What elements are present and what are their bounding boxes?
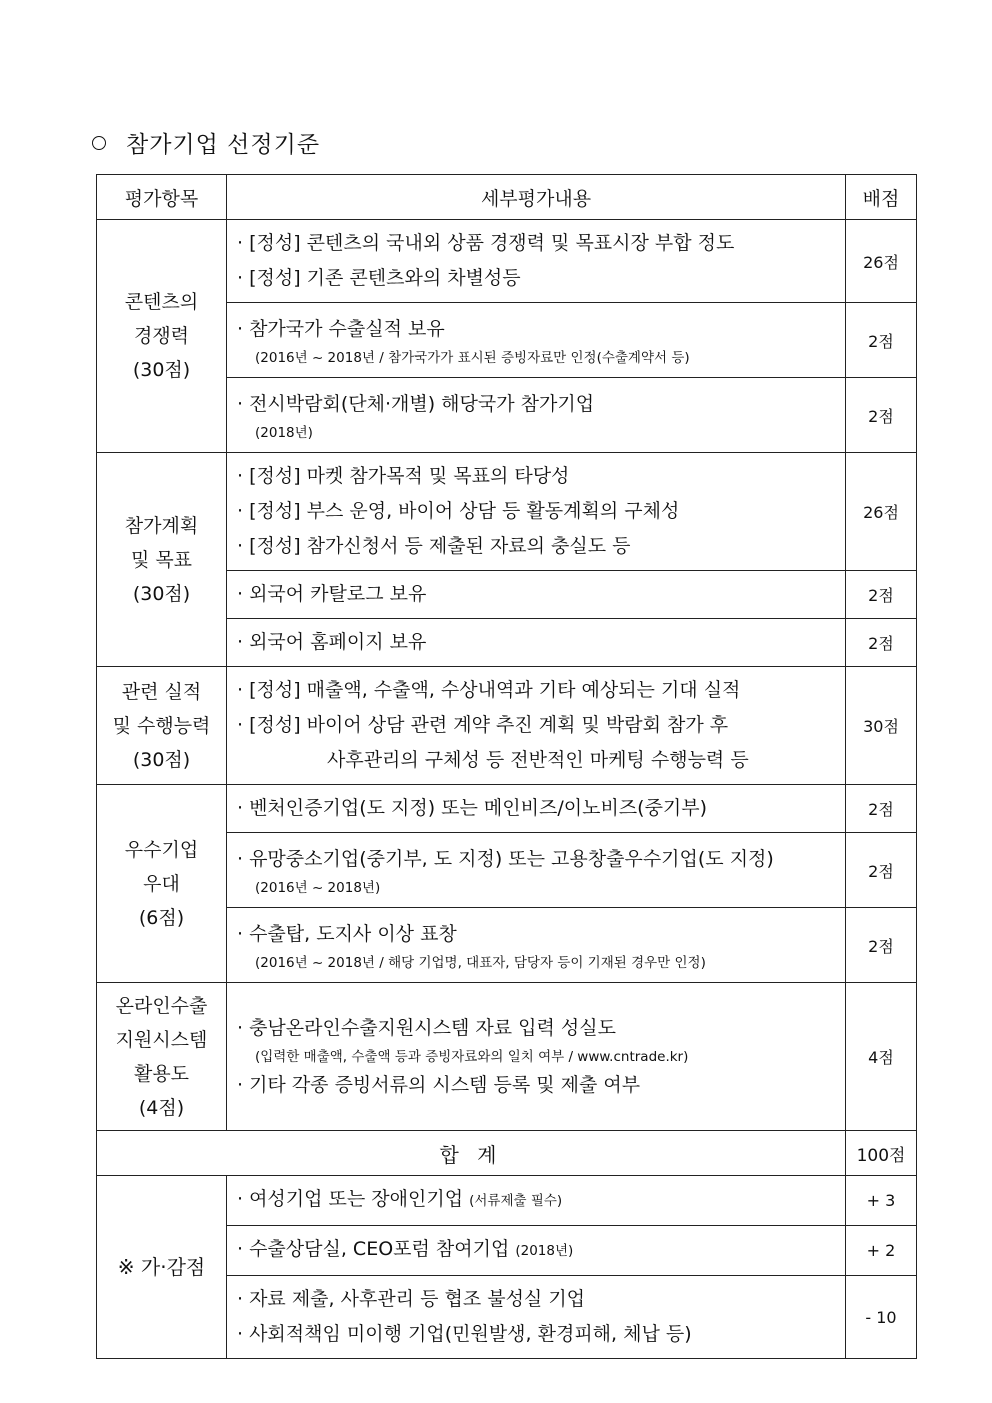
detail-cell: · 여성기업 또는 장애인기업 (서류제출 필수): [227, 1176, 846, 1226]
score-cell: 26점: [846, 220, 917, 303]
header-category: 평가항목: [97, 175, 227, 220]
circle-bullet-icon: [92, 136, 106, 150]
adjust-category-cell: ※ 가·감점: [97, 1176, 227, 1359]
table-header-row: [97, 175, 917, 220]
score-cell: 2점: [846, 378, 917, 453]
score-cell: 2점: [846, 619, 917, 667]
category-cell: 우수기업 우대 (6점): [97, 785, 227, 983]
section-heading: [92, 126, 320, 159]
category-cell: 온라인수출 지원시스템 활용도 (4점): [97, 983, 227, 1131]
criteria-table: [96, 174, 917, 1359]
detail-cell: · 자료 제출, 사후관리 등 협조 불성실 기업 · 사회적책임 미이행 기업(민원발생, 환경피해, 체납 등): [227, 1276, 846, 1359]
score-cell: + 3: [846, 1176, 917, 1226]
heading-text: 참가기업 선정기준: [126, 132, 321, 158]
score-cell: 26점: [846, 453, 917, 571]
category-cell: 콘텐츠의 경쟁력 (30점): [97, 220, 227, 453]
detail-cell: · 충남온라인수출지원시스템 자료 입력 성실도 (입력한 매출액, 수출액 등과 증빙자료와의 일치 여부 / www.cntrade.kr) · 기타 각종 증빙서류의 시스템 등록 및 제출 여부: [227, 983, 846, 1131]
score-cell: 2점: [846, 833, 917, 908]
table-row: [97, 785, 917, 833]
table-row: [97, 667, 917, 785]
detail-cell: · 외국어 홈페이지 보유: [227, 619, 846, 667]
category-cell: 참가계획 및 목표 (30점): [97, 453, 227, 667]
header-score: 배점: [846, 175, 917, 220]
detail-cell: · [정성] 콘텐츠의 국내외 상품 경쟁력 및 목표시장 부합 정도 · [정성] 기존 콘텐츠와의 차별성등: [227, 220, 846, 303]
table-row: [97, 220, 917, 303]
score-cell: + 2: [846, 1226, 917, 1276]
score-cell: 4점: [846, 983, 917, 1131]
total-label: 합 계: [97, 1131, 846, 1176]
table-row: [97, 1176, 917, 1226]
score-cell: 30점: [846, 667, 917, 785]
detail-cell: · [정성] 마켓 참가목적 및 목표의 타당성 · [정성] 부스 운영, 바이어 상담 등 활동계획의 구체성 · [정성] 참가신청서 등 제출된 자료의 충실도 등: [227, 453, 846, 571]
table-row: [97, 983, 917, 1131]
category-cell: 관련 실적 및 수행능력 (30점): [97, 667, 227, 785]
detail-cell: · 수출탑, 도지사 이상 표창 (2016년 ~ 2018년 / 해당 기업명, 대표자, 담당자 등이 기재된 경우만 인정): [227, 908, 846, 983]
table-row: [97, 453, 917, 571]
total-row: [97, 1131, 917, 1176]
detail-cell: · 외국어 카탈로그 보유: [227, 571, 846, 619]
header-detail: 세부평가내용: [227, 175, 846, 220]
detail-cell: · [정성] 매출액, 수출액, 수상내역과 기타 예상되는 기대 실적 · [정성] 바이어 상담 관련 계약 추진 계획 및 박람회 참가 후 사후관리의 구체성 등 전반적인 마케팅 수행능력 등: [227, 667, 846, 785]
score-cell: - 10: [846, 1276, 917, 1359]
score-cell: 2점: [846, 571, 917, 619]
total-score: 100점: [846, 1131, 917, 1176]
detail-cell: · 유망중소기업(중기부, 도 지정) 또는 고용창출우수기업(도 지정) (2016년 ~ 2018년): [227, 833, 846, 908]
detail-cell: · 벤처인증기업(도 지정) 또는 메인비즈/이노비즈(중기부): [227, 785, 846, 833]
score-cell: 2점: [846, 908, 917, 983]
detail-cell: · 전시박람회(단체·개별) 해당국가 참가기업 (2018년): [227, 378, 846, 453]
detail-cell: · 참가국가 수출실적 보유 (2016년 ~ 2018년 / 참가국가가 표시된 증빙자료만 인정(수출계약서 등): [227, 303, 846, 378]
score-cell: 2점: [846, 785, 917, 833]
score-cell: 2점: [846, 303, 917, 378]
detail-cell: · 수출상담실, CEO포럼 참여기업 (2018년): [227, 1226, 846, 1276]
